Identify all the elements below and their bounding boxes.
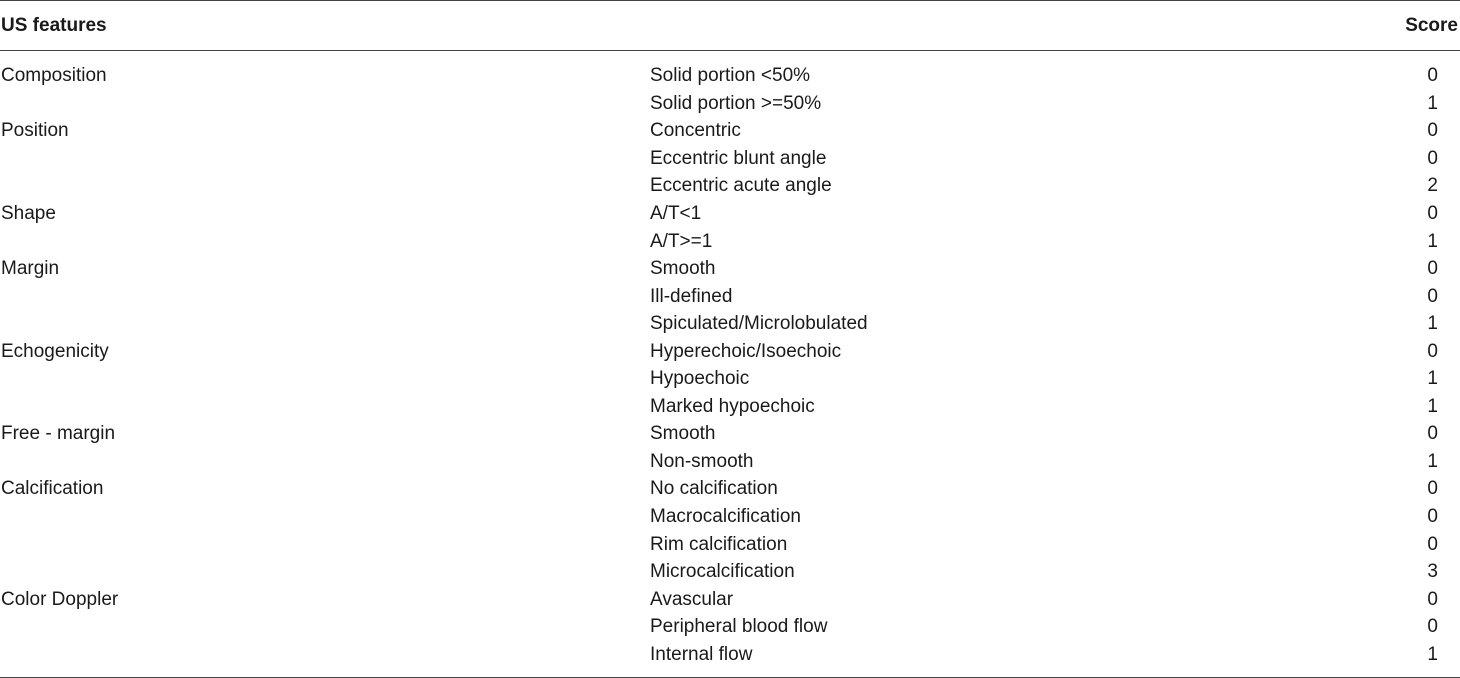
row-feature-cell: Shape xyxy=(1,203,56,224)
row-feature-cell xyxy=(0,310,650,338)
row-score-cell: 0 xyxy=(1427,203,1438,224)
row-option-cell: Peripheral blood flow xyxy=(650,616,828,638)
row-feature-cell xyxy=(0,503,650,531)
row-score-cell: 1 xyxy=(1427,450,1438,472)
table-row xyxy=(0,585,1460,613)
row-option-cell: Hyperechoic/Isoechoic xyxy=(650,340,842,362)
row-feature-cell xyxy=(0,448,650,476)
table-row xyxy=(0,282,1460,310)
row-score-cell: 0 xyxy=(1427,478,1438,500)
table-row xyxy=(0,200,1460,228)
row-option-cell: Solid portion <50% xyxy=(650,65,811,87)
table-row xyxy=(0,420,1460,448)
row-score-cell: 3 xyxy=(1427,561,1438,583)
table-row xyxy=(0,503,1460,531)
row-feature-cell xyxy=(0,558,650,586)
row-score-cell: 1 xyxy=(1427,395,1438,417)
row-score-cell: 0 xyxy=(1427,616,1438,638)
table-row xyxy=(0,448,1460,476)
row-score-cell: 0 xyxy=(1427,65,1438,87)
row-feature-cell xyxy=(0,227,650,255)
row-score-cell: 0 xyxy=(1427,423,1438,445)
header-us-features: US features xyxy=(1,14,107,36)
table-row xyxy=(0,365,1460,393)
table-row xyxy=(0,613,1460,641)
row-feature-cell xyxy=(0,613,650,641)
row-option-cell: Eccentric acute angle xyxy=(650,175,832,197)
table-header xyxy=(0,1,1460,51)
table-row xyxy=(0,530,1460,558)
row-feature-cell: Calcification xyxy=(1,478,104,500)
row-feature-cell: Echogenicity xyxy=(1,340,109,362)
table-row xyxy=(0,172,1460,200)
table-row xyxy=(0,145,1460,173)
header-option xyxy=(650,1,1250,51)
row-score-cell: 1 xyxy=(1427,230,1438,252)
row-feature-cell xyxy=(0,90,650,118)
row-feature-cell xyxy=(0,393,650,421)
row-score-cell: 0 xyxy=(1427,533,1438,555)
row-score-cell: 1 xyxy=(1427,643,1438,665)
row-option-cell: Solid portion >=50% xyxy=(650,92,822,114)
row-option-cell: Macrocalcification xyxy=(650,506,801,528)
row-feature-cell xyxy=(0,145,650,173)
table-row xyxy=(0,337,1460,365)
row-option-cell: Eccentric blunt angle xyxy=(650,147,827,169)
row-score-cell: 0 xyxy=(1427,506,1438,528)
row-option-cell: Smooth xyxy=(650,258,716,280)
table-row xyxy=(0,475,1460,503)
row-feature-cell: Color Doppler xyxy=(1,588,119,610)
row-score-cell: 0 xyxy=(1427,340,1438,362)
row-option-cell: No calcification xyxy=(650,478,778,500)
header-row xyxy=(0,1,1460,51)
row-score-cell: 2 xyxy=(1427,175,1438,197)
row-option-cell: Smooth xyxy=(650,423,716,445)
row-option-cell: Ill-defined xyxy=(650,285,733,307)
row-option-cell: Marked hypoechoic xyxy=(650,395,815,417)
row-score-cell: 0 xyxy=(1427,285,1438,307)
table-row xyxy=(0,90,1460,118)
row-feature-cell xyxy=(0,530,650,558)
row-option-cell: A/T>=1 xyxy=(650,230,713,252)
row-option-cell: Spiculated/Microlobulated xyxy=(650,313,868,335)
table-row xyxy=(0,117,1460,145)
row-option-cell: Internal flow xyxy=(650,643,753,665)
row-feature-cell xyxy=(0,172,650,200)
row-score-cell: 0 xyxy=(1427,588,1438,610)
table-row xyxy=(0,227,1460,255)
row-score-cell: 0 xyxy=(1427,120,1438,142)
row-option-cell: Hypoechoic xyxy=(650,368,750,390)
table-body xyxy=(0,51,1460,678)
row-feature-cell: Margin xyxy=(1,258,60,280)
row-feature-cell: Composition xyxy=(1,65,107,87)
row-option-cell: Rim calcification xyxy=(650,533,788,555)
table-row xyxy=(0,558,1460,586)
row-score-cell: 1 xyxy=(1427,313,1438,335)
row-feature-cell xyxy=(0,282,650,310)
header-score: Score xyxy=(1405,14,1458,36)
table-row xyxy=(0,640,1460,677)
table-row xyxy=(0,255,1460,283)
row-score-cell: 0 xyxy=(1427,147,1438,169)
row-feature-cell xyxy=(0,365,650,393)
row-option-cell: Non-smooth xyxy=(650,450,754,472)
row-option-cell: Concentric xyxy=(650,120,741,142)
row-feature-cell xyxy=(0,640,650,677)
row-option-cell: Microcalcification xyxy=(650,561,795,583)
row-option-cell: A/T<1 xyxy=(650,203,702,224)
row-option-cell: Avascular xyxy=(650,588,734,610)
table-row xyxy=(0,310,1460,338)
row-score-cell: 1 xyxy=(1427,368,1438,390)
row-score-cell: 1 xyxy=(1427,92,1438,114)
row-feature-cell: Free - margin xyxy=(1,423,116,445)
table-row xyxy=(0,393,1460,421)
row-score-cell: 0 xyxy=(1427,258,1438,280)
row-feature-cell: Position xyxy=(1,120,69,142)
table-row xyxy=(0,51,1460,90)
